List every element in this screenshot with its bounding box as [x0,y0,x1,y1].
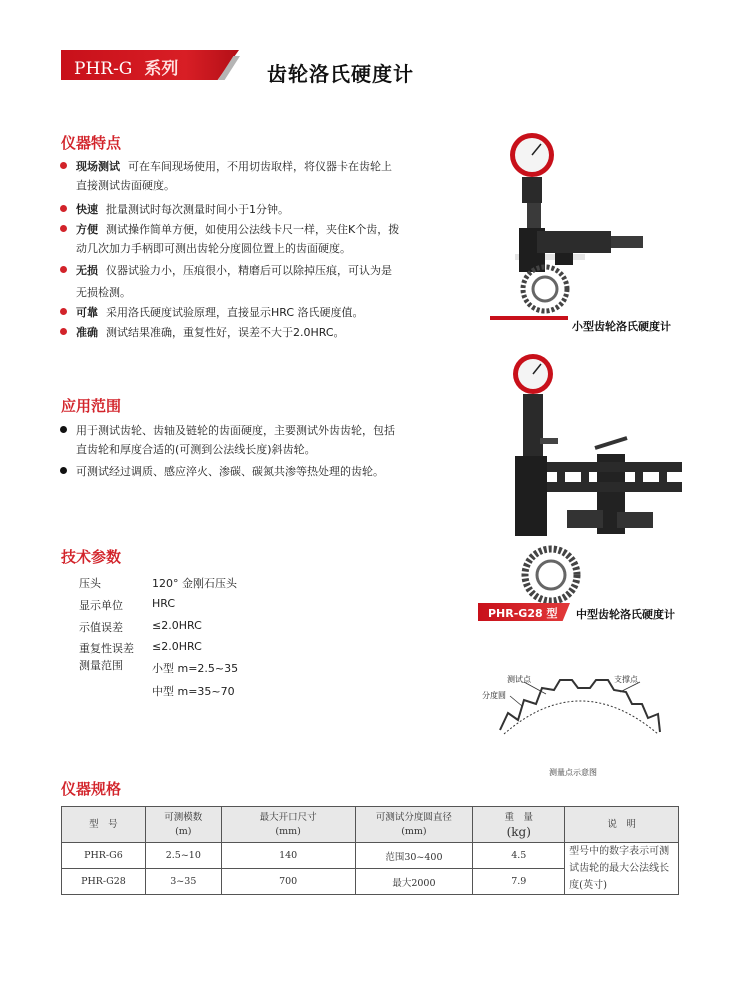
bullet-icon [60,308,67,315]
table-cell: 2.5~10 [145,843,221,869]
spec-label: 重复性误差 [79,642,134,655]
feature-text: 采用洛氏硬度试验原理，直接显示HRC 洛氏硬度值。 [106,306,364,319]
feature-label: 准确 [76,326,98,339]
application-text: 可测试经过调质、感应淬火、渗碳、碳氮共渗等热处理的齿轮。 [76,465,384,478]
series-label [74,54,178,79]
spec-label: 显示单位 [79,599,123,612]
diagram-label-support-point: 支撑点 [614,675,638,684]
small-tester-image [485,128,655,318]
feature-text: 直接测试齿面硬度。 [76,179,175,192]
feature-text: 可在车间现场使用，不用切齿取样，将仪器卡在齿轮上 [128,160,392,173]
feature-label: 方便 [76,223,98,236]
bullet-icon [60,328,67,335]
feature-text: 测试结果准确，重复性好，误差不大于2.0HRC。 [106,326,345,339]
spec-table-title: 仪器规格 [61,780,122,798]
spec-label: 测量范围 [79,659,123,672]
diagram-caption: 测量点示意图 [549,768,597,777]
table-header: 最大开口尺寸 (mm) [221,807,355,843]
table-header: 型 号 [62,807,146,843]
table-header: 可测模数 (m) [145,807,221,843]
page-title: 齿轮洛氏硬度计 [267,62,414,86]
application-item [60,421,410,459]
table-cell: 700 [221,869,355,895]
series-zh: 系列 [144,59,179,79]
table-note: 型号中的数字表示可测试齿轮的最大公法线长度(英寸) [565,843,679,895]
spec-value: ≤2.0HRC [152,640,202,653]
small-tester-caption: 小型齿轮洛氏硬度计 [572,320,671,333]
model-badge-text: PHR-G28 型 [488,607,558,620]
feature-item [60,220,415,258]
bullet-icon [60,467,67,474]
bullet-icon [60,426,67,433]
application-text: 直齿轮和厚度合适的(可测到公法线长度)斜齿轮。 [76,443,316,456]
application-text: 用于测试齿轮、齿轴及链轮的齿面硬度，主要测试外齿齿轮，包括 [76,424,395,437]
table-cell: 7.9 [473,869,565,895]
table-header: 说 明 [565,807,679,843]
medium-tester-caption: 中型齿轮洛氏硬度计 [576,608,675,621]
tech-title: 技术参数 [61,548,122,566]
feature-text: 无损检测。 [76,286,131,299]
spec-value: 小型 m=2.5~35 [152,662,239,675]
table-cell: 140 [221,843,355,869]
features-title: 仪器特点 [61,134,122,152]
bullet-icon [60,225,67,232]
spec-value: HRC [152,597,176,610]
feature-item [60,157,415,195]
feature-item [60,323,415,342]
spec-value: 中型 m=35~70 [152,685,235,698]
table-cell: PHR-G6 [62,843,146,869]
feature-text: 测试操作简单方便，如使用公法线卡尺一样，夹住K个齿，拨 [106,223,400,236]
application-title: 应用范围 [61,397,122,415]
feature-label: 现场测试 [76,160,120,173]
feature-text: 仪器试验力小，压痕很小，精磨后可以除掉压痕，可认为是 [106,264,392,277]
table-cell: 3~35 [145,869,221,895]
table-row [62,843,679,869]
bullet-icon [60,205,67,212]
feature-label: 无损 [76,264,98,277]
spec-label: 示值误差 [79,621,123,634]
spec-value: 120° 金刚石压头 [152,577,237,590]
diagram-label-test-point: 测试点 [507,675,531,684]
table-header: 重 量 (kg) [473,807,565,843]
table-cell: 最大2000 [355,869,473,895]
bullet-icon [60,162,67,169]
spec-label: 压头 [79,577,101,590]
table-cell: PHR-G28 [62,869,146,895]
feature-label: 快速 [76,203,98,216]
table-cell: 范围30~400 [355,843,473,869]
feature-item [60,200,415,219]
series-latin: PHR-G [74,59,133,79]
spec-table [61,806,679,895]
application-item [60,462,410,481]
table-header-row [62,807,679,843]
feature-text: 动几次加力手柄即可测出齿轮分度圆位置上的齿面硬度。 [76,242,351,255]
feature-label: 可靠 [76,306,98,319]
bullet-icon [60,266,67,273]
feature-item [60,303,415,322]
table-cell: 4.5 [473,843,565,869]
feature-item [60,261,415,302]
feature-text: 批量测试时每次测量时间小于1分钟。 [106,203,289,216]
table-header: 可测试分度圆直径 (mm) [355,807,473,843]
diagram-label-pitch-circle: 分度圆 [482,691,506,700]
small-image-accent [490,316,568,320]
medium-tester-image [495,350,685,605]
spec-value: ≤2.0HRC [152,619,202,632]
